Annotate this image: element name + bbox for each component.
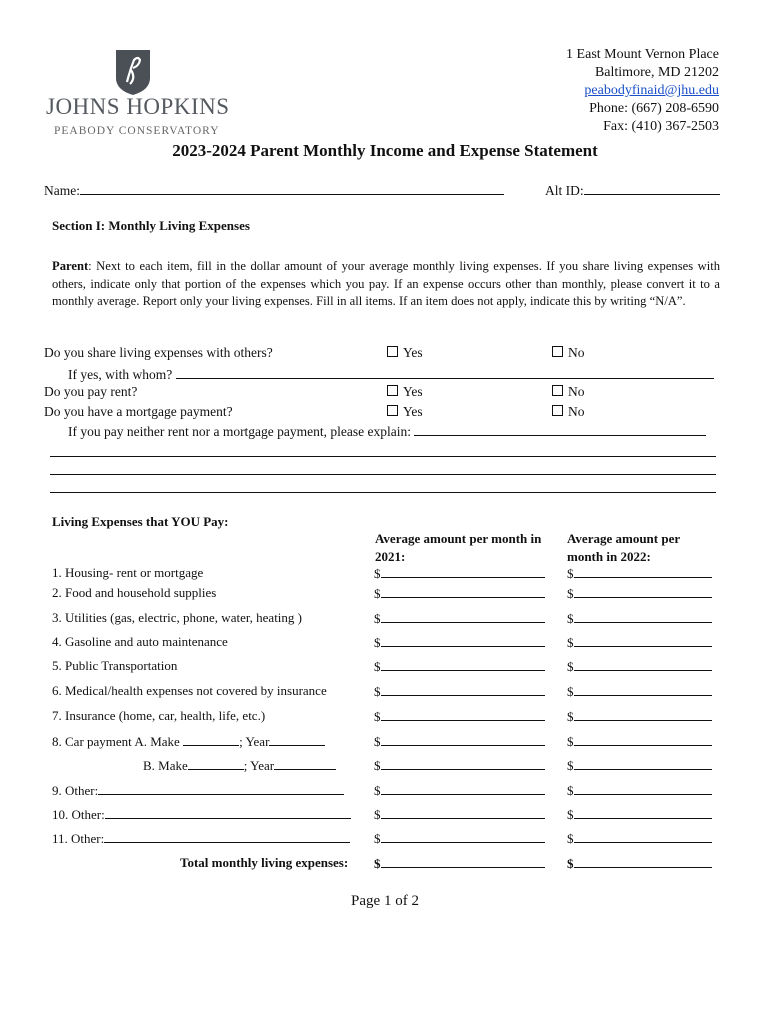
y2022-amount-6[interactable] <box>567 683 712 700</box>
dollar-sign: $ <box>374 684 381 699</box>
other-10-field[interactable] <box>105 806 351 819</box>
car-a-make-field[interactable] <box>183 733 239 746</box>
amount-field[interactable] <box>381 708 545 721</box>
dollar-sign: $ <box>567 758 574 773</box>
y2022-amount-1[interactable] <box>567 565 712 582</box>
y2021-amount-10[interactable] <box>374 782 545 799</box>
expense-item-insurance: 7. Insurance (home, car, health, life, etc.) <box>52 708 266 723</box>
y2021-amount-11[interactable] <box>374 806 545 823</box>
amount-field[interactable] <box>574 806 712 819</box>
amount-field[interactable] <box>381 634 545 647</box>
y2021-amount-6[interactable] <box>374 683 545 700</box>
dollar-sign: $ <box>567 566 574 581</box>
y2021-amount-12[interactable] <box>374 830 545 847</box>
y2022-amount-7[interactable] <box>567 708 712 725</box>
car-a-year-label: ; Year <box>239 734 270 749</box>
dollar-sign: $ <box>567 807 574 822</box>
amount-field[interactable] <box>381 683 545 696</box>
dollar-sign: $ <box>374 856 381 871</box>
dollar-sign: $ <box>374 734 381 749</box>
amount-field[interactable] <box>381 830 545 843</box>
checkbox-icon[interactable] <box>387 385 398 396</box>
col-2021-header: Average amount per month in 2021: <box>375 531 542 564</box>
y2022-amount-5[interactable] <box>567 658 712 675</box>
section-title: Section I: Monthly Living Expenses <box>52 218 250 233</box>
explain-label: If you pay neither rent nor a mortgage payment, please explain: <box>68 424 411 439</box>
dollar-sign: $ <box>374 758 381 773</box>
amount-field[interactable] <box>574 830 712 843</box>
expense-item-other-10 <box>52 806 351 823</box>
y2021-amount-4[interactable] <box>374 634 545 651</box>
y2022-amount-8[interactable] <box>567 733 712 750</box>
dollar-sign: $ <box>374 611 381 626</box>
amount-field[interactable] <box>574 610 712 623</box>
car-b-label: B. Make <box>143 758 188 773</box>
fax-text: Fax: (410) 367-2503 <box>603 119 719 134</box>
expense-item-other-11 <box>52 830 350 847</box>
dollar-sign: $ <box>567 611 574 626</box>
y2022-amount-10[interactable] <box>567 782 712 799</box>
dollar-sign: $ <box>374 807 381 822</box>
checkbox-icon[interactable] <box>387 346 398 357</box>
expense-item-medical: 6. Medical/health expenses not covered by insurance <box>52 683 327 698</box>
expense-item-gasoline: 4. Gasoline and auto maintenance <box>52 634 228 649</box>
mortgage-no-option[interactable] <box>552 404 585 420</box>
dollar-sign: $ <box>374 586 381 601</box>
name-field[interactable] <box>80 182 504 195</box>
address-line-1: 1 East Mount Vernon Place <box>566 47 719 62</box>
dollar-sign: $ <box>567 783 574 798</box>
amount-field[interactable] <box>574 683 712 696</box>
amount-field[interactable] <box>574 708 712 721</box>
page-title: 2023-2024 Parent Monthly Income and Expense Statement <box>172 141 598 160</box>
expense-item-car-a <box>52 733 325 750</box>
dollar-sign: $ <box>567 856 574 871</box>
expense-item-other-9 <box>52 782 344 799</box>
email-link[interactable]: peabodyfinaid@jhu.edu <box>584 83 719 98</box>
no-label: No <box>568 404 585 419</box>
dollar-sign: $ <box>374 831 381 846</box>
altid-label: Alt ID: <box>545 183 584 198</box>
with-whom-label: If yes, with whom? <box>68 367 173 382</box>
y2021-amount-9[interactable] <box>374 757 545 774</box>
expense-item-utilities: 3. Utilities (gas, electric, phone, water, heating ) <box>52 610 303 625</box>
dollar-sign: $ <box>567 831 574 846</box>
y2021-amount-2[interactable] <box>374 585 545 602</box>
explain-row <box>68 423 706 440</box>
other-11-field[interactable] <box>104 830 350 843</box>
rent-no-option[interactable] <box>552 384 585 400</box>
amount-field[interactable] <box>574 565 712 578</box>
expense-item-food: 2. Food and household supplies <box>52 585 217 600</box>
altid-field-row <box>545 182 720 199</box>
amount-field[interactable] <box>574 782 712 795</box>
mortgage-yes-option[interactable] <box>387 404 423 420</box>
instructions-paragraph <box>52 258 720 311</box>
amount-field[interactable] <box>574 855 712 868</box>
dollar-sign: $ <box>567 734 574 749</box>
y2022-amount-3[interactable] <box>567 610 712 627</box>
dollar-sign: $ <box>374 566 381 581</box>
checkbox-icon[interactable] <box>552 385 563 396</box>
question-share: Do you share living expenses with others? <box>44 345 273 360</box>
amount-field[interactable] <box>381 757 545 770</box>
amount-field[interactable] <box>574 634 712 647</box>
no-label: No <box>568 345 585 360</box>
yes-label: Yes <box>403 345 423 360</box>
checkbox-icon[interactable] <box>552 405 563 416</box>
question-rent: Do you pay rent? <box>44 384 138 399</box>
dollar-sign: $ <box>567 586 574 601</box>
name-label: Name: <box>44 183 80 198</box>
y2021-amount-5[interactable] <box>374 658 545 675</box>
with-whom-row <box>68 366 714 383</box>
other-11-label: 11. Other: <box>52 831 105 846</box>
amount-field[interactable] <box>381 855 545 868</box>
amount-field[interactable] <box>381 585 545 598</box>
dollar-sign: $ <box>374 783 381 798</box>
other-10-label: 10. Other: <box>52 807 105 822</box>
name-field-row <box>44 182 504 199</box>
share-yes-option[interactable] <box>387 345 423 361</box>
expenses-heading: Living Expenses that YOU Pay: <box>52 514 229 529</box>
address-line-2: Baltimore, MD 21202 <box>594 65 719 80</box>
car-b-year-label: ; Year <box>243 758 275 773</box>
y2022-amount-12[interactable] <box>567 830 712 847</box>
car-a-label: 8. Car payment A. Make <box>52 734 180 749</box>
y2022-amount-11[interactable] <box>567 806 712 823</box>
other-9-field[interactable] <box>98 782 344 795</box>
other-9-label: 9. Other: <box>52 783 99 798</box>
checkbox-icon[interactable] <box>552 346 563 357</box>
amount-field[interactable] <box>381 610 545 623</box>
instructions-bold: Parent <box>52 259 89 273</box>
checkbox-icon[interactable] <box>387 405 398 416</box>
explain-field[interactable] <box>414 423 706 436</box>
y2021-amount-3[interactable] <box>374 610 545 627</box>
contact-block <box>566 46 719 136</box>
logo-subtitle: PEABODY CONSERVATORY <box>54 125 220 137</box>
expense-item-housing: 1. Housing- rent or mortgage <box>52 565 204 580</box>
with-whom-field[interactable] <box>176 366 714 379</box>
car-b-make-field[interactable] <box>188 757 244 770</box>
total-label: Total monthly living expenses: <box>180 855 349 870</box>
amount-field[interactable] <box>574 733 712 746</box>
explain-line-2[interactable] <box>50 474 716 475</box>
amount-field[interactable] <box>381 806 545 819</box>
y2022-amount-4[interactable] <box>567 634 712 651</box>
dollar-sign: $ <box>374 709 381 724</box>
peabody-logo-icon <box>112 48 154 96</box>
no-label: No <box>568 384 585 399</box>
amount-field[interactable] <box>381 733 545 746</box>
dollar-sign: $ <box>374 659 381 674</box>
dollar-sign: $ <box>374 635 381 650</box>
amount-field[interactable] <box>381 782 545 795</box>
dollar-sign: $ <box>567 659 574 674</box>
amount-field[interactable] <box>574 757 712 770</box>
rent-yes-option[interactable] <box>387 384 423 400</box>
car-a-year-field[interactable] <box>269 733 325 746</box>
col-2022-header: Average amount per month in 2022: <box>567 531 680 564</box>
y2022-amount-2[interactable] <box>567 585 712 602</box>
amount-field[interactable] <box>381 565 545 578</box>
explain-line-3[interactable] <box>50 492 716 493</box>
yes-label: Yes <box>403 384 423 399</box>
y2021-amount-13[interactable] <box>374 855 545 872</box>
share-no-option[interactable] <box>552 345 585 361</box>
expense-item-transport: 5. Public Transportation <box>52 658 178 673</box>
logo-wordmark: JOHNS HOPKINS <box>46 94 230 119</box>
altid-field[interactable] <box>584 182 720 195</box>
dollar-sign: $ <box>567 635 574 650</box>
y2021-amount-7[interactable] <box>374 708 545 725</box>
car-b-year-field[interactable] <box>274 757 336 770</box>
instructions-text: : Next to each item, fill in the dollar amount of your average monthly living expenses. If you share living expenses with others, indicate only that portion of the expenses which you pay. If an expense occurs other than monthly, please convert it to a monthly average. Report only your living expenses. Fill in all items. If an item does not apply, indicate this by writing “N/A”. <box>52 259 720 308</box>
amount-field[interactable] <box>574 658 712 671</box>
dollar-sign: $ <box>567 709 574 724</box>
question-mortgage: Do you have a mortgage payment? <box>44 404 233 419</box>
explain-line-1[interactable] <box>50 456 716 457</box>
dollar-sign: $ <box>567 684 574 699</box>
y2021-amount-8[interactable] <box>374 733 545 750</box>
phone-text: Phone: (667) 208-6590 <box>589 101 719 116</box>
expense-item-car-b <box>143 757 336 774</box>
amount-field[interactable] <box>574 585 712 598</box>
yes-label: Yes <box>403 404 423 419</box>
amount-field[interactable] <box>381 658 545 671</box>
page-footer: Page 1 of 2 <box>351 893 419 909</box>
y2022-amount-9[interactable] <box>567 757 712 774</box>
y2021-amount-1[interactable] <box>374 565 545 582</box>
y2022-amount-13[interactable] <box>567 855 712 872</box>
